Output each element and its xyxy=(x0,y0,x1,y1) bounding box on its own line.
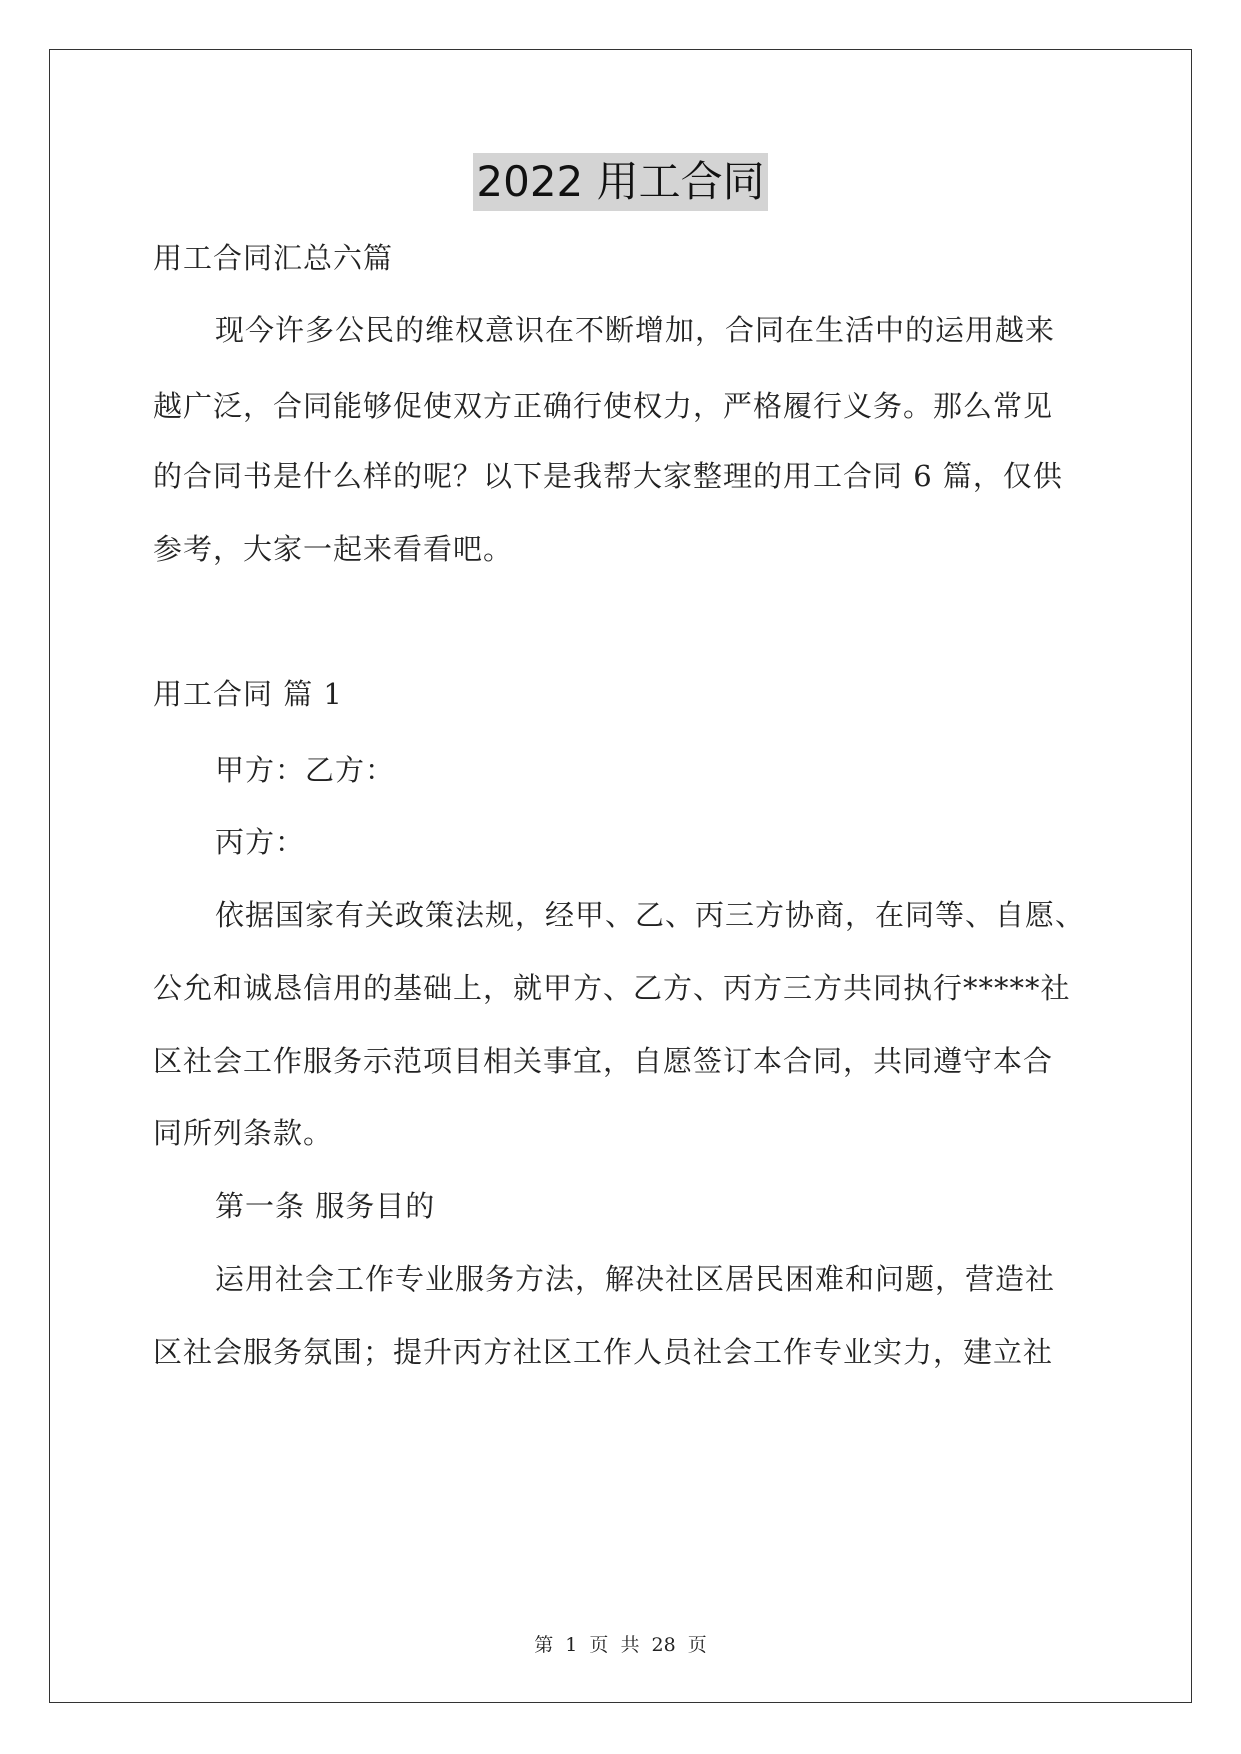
article-heading: 第一条 服务目的 xyxy=(215,1189,436,1223)
paragraph-line: 区社会服务氛围；提升丙方社区工作人员社会工作专业实力，建立社 xyxy=(153,1335,1054,1369)
document-title: 2022 用工合同 xyxy=(473,153,767,211)
page-border xyxy=(49,49,1192,1703)
party-ab: 甲方：乙方： xyxy=(215,753,396,787)
page-number-footer: 第 1 页 共 28 页 xyxy=(534,1634,707,1656)
paragraph-line: 运用社会工作专业服务方法，解决社区居民困难和问题，营造社 xyxy=(215,1262,1056,1296)
intro-line: 的合同书是什么样的呢？以下是我帮大家整理的用工合同 6 篇，仅供 xyxy=(153,459,1063,493)
party-c: 丙方： xyxy=(215,825,306,859)
intro-line: 越广泛，合同能够促使双方正确行使权力，严格履行义务。那么常见 xyxy=(153,389,1054,423)
paragraph-line: 公允和诚恳信用的基础上，就甲方、乙方、丙方三方共同执行*****社 xyxy=(153,971,1071,1005)
paragraph-line: 依据国家有关政策法规，经甲、乙、丙三方协商，在同等、自愿、 xyxy=(215,898,1086,932)
intro-line: 现今许多公民的维权意识在不断增加，合同在生活中的运用越来 xyxy=(215,313,1056,347)
intro-line: 参考，大家一起来看看吧。 xyxy=(153,532,514,566)
subtitle: 用工合同汇总六篇 xyxy=(153,241,394,275)
paragraph-line: 同所列条款。 xyxy=(153,1116,334,1150)
section-heading: 用工合同 篇 1 xyxy=(153,677,343,711)
paragraph-line: 区社会工作服务示范项目相关事宜，自愿签订本合同，共同遵守本合 xyxy=(153,1044,1054,1078)
